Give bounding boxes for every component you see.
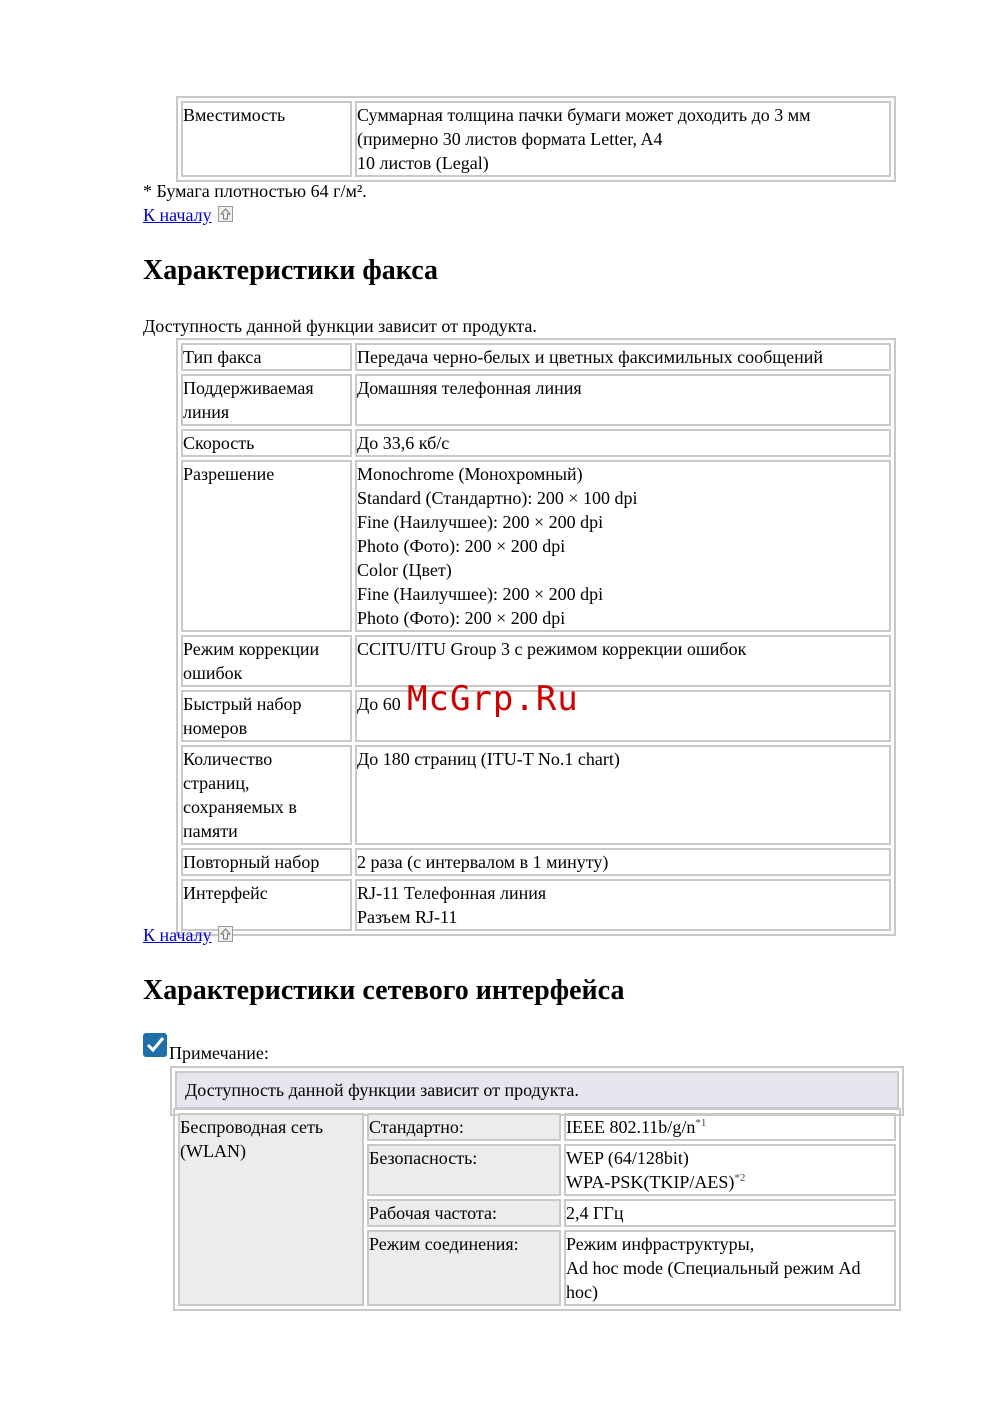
- arrow-up-icon[interactable]: [218, 926, 233, 942]
- to-top-link-2[interactable]: [143, 923, 233, 947]
- value-line: Fine (Наилучшее): 200 × 200 dpi: [357, 584, 604, 604]
- key-line: номеров: [183, 718, 248, 738]
- value-line: hoc): [566, 1282, 598, 1302]
- group-line: Беспроводная сеть: [180, 1117, 324, 1137]
- fax-row-value: [355, 848, 891, 876]
- key-line: Режим коррекции: [183, 639, 320, 659]
- table-row: [181, 101, 891, 177]
- fax-spec-table: [176, 338, 896, 936]
- key-line: Количество: [183, 749, 273, 769]
- network-heading: Характеристики сетевого интерфейса: [143, 975, 625, 1006]
- value-line: Photo (Фото): 200 × 200 dpi: [357, 608, 566, 628]
- fax-row-key: [181, 635, 352, 687]
- value-line: Fine (Наилучшее): 200 × 200 dpi: [357, 512, 604, 532]
- value-line: 2,4 ГГц: [566, 1203, 624, 1223]
- table-row: [181, 879, 891, 931]
- value-line: WPA-PSK(TKIP/AES): [566, 1172, 735, 1192]
- value-line: Домашняя телефонная линия: [357, 378, 582, 398]
- value-line: Monochrome (Монохромный): [357, 464, 583, 484]
- net-row-value: [564, 1113, 896, 1141]
- table-row: [181, 374, 891, 426]
- capacity-line: Суммарная толщина пачки бумаги может доходить до 3 мм: [357, 105, 811, 125]
- key-line: Быстрый набор: [183, 694, 302, 714]
- note-label: Примечание:: [169, 1043, 269, 1063]
- value-line: 2 раза (с интервалом в 1 минуту): [357, 852, 609, 872]
- key-line: Поддерживаемая: [183, 378, 314, 398]
- capacity-value: [355, 101, 891, 177]
- value-line: Разъем RJ-11: [357, 907, 458, 927]
- key-line: Интерфейс: [183, 883, 268, 903]
- value-line: Передача черно-белых и цветных факсимильных сообщений: [357, 347, 824, 367]
- net-row-value: [564, 1144, 896, 1196]
- fax-row-key: [181, 429, 352, 457]
- key-line: Скорость: [183, 433, 255, 453]
- fax-row-value: [355, 429, 891, 457]
- key-line: страниц,: [183, 773, 250, 793]
- table-row: [181, 343, 891, 371]
- fax-row-key: [181, 460, 352, 632]
- fax-row-key: [181, 745, 352, 845]
- fax-availability: Доступность данной функции зависит от продукта.: [143, 316, 537, 336]
- value-line: Ad hoc mode (Специальный режим Ad: [566, 1258, 861, 1278]
- net-row-value: [564, 1199, 896, 1227]
- fax-row-key: [181, 690, 352, 742]
- network-spec-table: [173, 1108, 901, 1311]
- table-row: [181, 429, 891, 457]
- to-top-label[interactable]: К началу: [143, 925, 212, 945]
- net-row-value: [564, 1230, 896, 1306]
- value-line: До 60: [357, 694, 401, 714]
- net-row-key: Рабочая частота:: [367, 1199, 561, 1227]
- note-check-icon: [143, 1033, 167, 1057]
- wlan-group-label: [178, 1113, 364, 1306]
- fax-row-key: [181, 848, 352, 876]
- value-line: IEEE 802.11b/g/n: [566, 1117, 696, 1137]
- value-line: До 33,6 кб/с: [357, 433, 450, 453]
- fax-heading: Характеристики факса: [143, 255, 438, 286]
- to-top-link-1[interactable]: [143, 203, 233, 227]
- fax-row-key: [181, 343, 352, 371]
- footnote: * Бумага плотностью 64 г/м².: [143, 181, 367, 201]
- to-top-label[interactable]: К началу: [143, 205, 212, 225]
- capacity-line: (примерно 30 листов формата Letter, A4: [357, 129, 663, 149]
- note-text: Доступность данной функции зависит от продукта.: [175, 1071, 899, 1109]
- value-line: RJ-11 Телефонная линия: [357, 883, 547, 903]
- value-line: До 180 страниц (ITU-T No.1 chart): [357, 749, 620, 769]
- capacity-key: Вместимость: [181, 101, 352, 177]
- fax-row-value: [355, 374, 891, 426]
- table-row: [181, 745, 891, 845]
- net-row-key: Безопасность:: [367, 1144, 561, 1196]
- value-line: Режим инфраструктуры,: [566, 1234, 755, 1254]
- fax-row-key: [181, 374, 352, 426]
- table-row: [181, 848, 891, 876]
- net-row-key: Режим соединения:: [367, 1230, 561, 1306]
- fax-row-value: [355, 879, 891, 931]
- capacity-table: [176, 96, 896, 182]
- fax-row-value: [355, 745, 891, 845]
- key-line: Разрешение: [183, 464, 275, 484]
- group-line: (WLAN): [180, 1141, 246, 1161]
- table-row: [178, 1113, 896, 1141]
- capacity-line: 10 листов (Legal): [357, 153, 489, 173]
- footnote-marker: *1: [695, 1117, 707, 1129]
- key-line: линия: [183, 402, 230, 422]
- footnote-marker: *2: [734, 1172, 746, 1184]
- fax-row-value: [355, 460, 891, 632]
- value-line: CCITU/ITU Group 3 с режимом коррекции ошибок: [357, 639, 747, 659]
- watermark-logo: McGrp.Ru: [407, 679, 579, 719]
- value-line: Photo (Фото): 200 × 200 dpi: [357, 536, 566, 556]
- table-row: [181, 460, 891, 632]
- arrow-up-icon[interactable]: [218, 206, 233, 222]
- key-line: ошибок: [183, 663, 243, 683]
- value-line: Color (Цвет): [357, 560, 452, 580]
- value-line: WEP (64/128bit): [566, 1148, 689, 1168]
- key-line: сохраняемых в: [183, 797, 297, 817]
- fax-row-value: [355, 343, 891, 371]
- value-line: Standard (Стандартно): 200 × 100 dpi: [357, 488, 638, 508]
- key-line: Повторный набор: [183, 852, 320, 872]
- key-line: Тип факса: [183, 347, 262, 367]
- net-row-key: Стандартно:: [367, 1113, 561, 1141]
- key-line: памяти: [183, 821, 238, 841]
